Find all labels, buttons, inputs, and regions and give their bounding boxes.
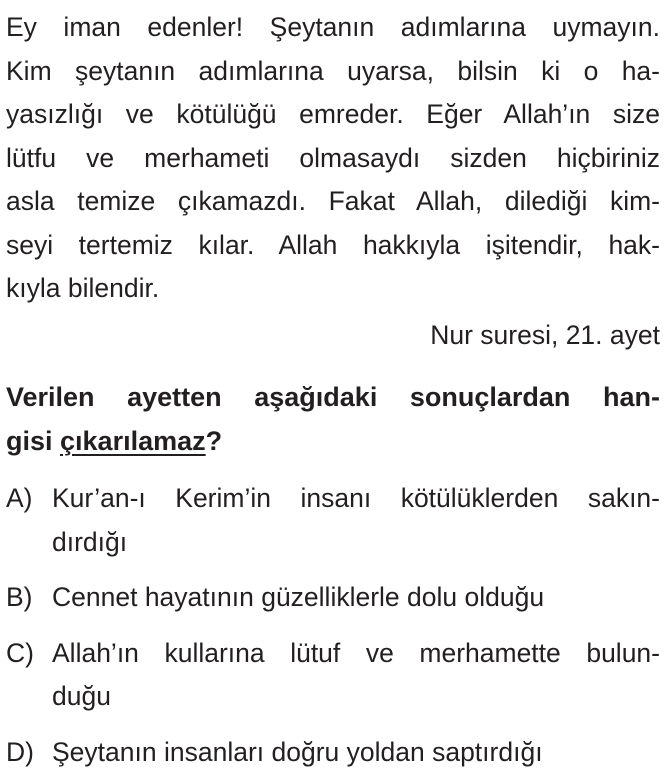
question-line: Verilen ayetten aşağıdaki sonuçlardan han- xyxy=(6,382,660,412)
option-line: duğu xyxy=(52,681,111,711)
option-line: dırdığı xyxy=(52,526,128,557)
option-letter: A) xyxy=(6,483,33,513)
verse-passage xyxy=(6,0,660,311)
verse-line: Kim şeytanın adımlarına uyarsa, bilsin ki o ha- xyxy=(6,55,660,86)
verse-line: lütfu ve merhameti olmasaydı sizden hiçbiriniz xyxy=(6,142,660,173)
question-stem xyxy=(6,375,660,463)
option-text xyxy=(52,731,660,774)
question-prefix: gisi xyxy=(6,426,61,456)
option-letter: B) xyxy=(6,582,33,612)
option-line: Cennet hayatının güzelliklerle dolu olduğu xyxy=(52,582,545,612)
option-c[interactable] xyxy=(6,632,660,719)
option-d[interactable] xyxy=(6,731,660,774)
answer-options xyxy=(6,477,660,774)
option-text xyxy=(52,576,660,620)
verse-line: asla temize çıkamazdı. Fakat Allah, dilediği kim- xyxy=(6,186,660,216)
option-a[interactable] xyxy=(6,477,660,564)
option-letter: D) xyxy=(6,736,34,767)
option-line: Şeytanın insanları doğru yoldan saptırdığı xyxy=(52,736,543,767)
option-text xyxy=(52,632,660,719)
option-b[interactable] xyxy=(6,576,660,620)
verse-line: kıyla bilendir. xyxy=(6,273,160,303)
question-mark: ? xyxy=(205,426,223,456)
option-line: Kur’an-ı Kerim’in insanı kötülüklerden sakın- xyxy=(52,483,660,513)
option-text xyxy=(52,477,660,564)
verse-line: yasızlığı ve kötülüğü emreder. Eğer Allah’ın size xyxy=(6,99,660,129)
option-letter: C) xyxy=(6,637,34,668)
verse-line: seyi tertemiz kılar. Allah hakkıyla işitendir, hak- xyxy=(6,229,660,260)
question-keyword: çıkarılamaz xyxy=(60,426,206,456)
option-line: Allah’ın kullarına lütuf ve merhamette bulun- xyxy=(52,637,660,668)
verse-line: Ey iman edenler! Şeytanın adımlarına uymayın. xyxy=(6,12,660,42)
question-line xyxy=(6,419,660,463)
verse-source: Nur suresi, 21. ayet xyxy=(430,319,660,350)
